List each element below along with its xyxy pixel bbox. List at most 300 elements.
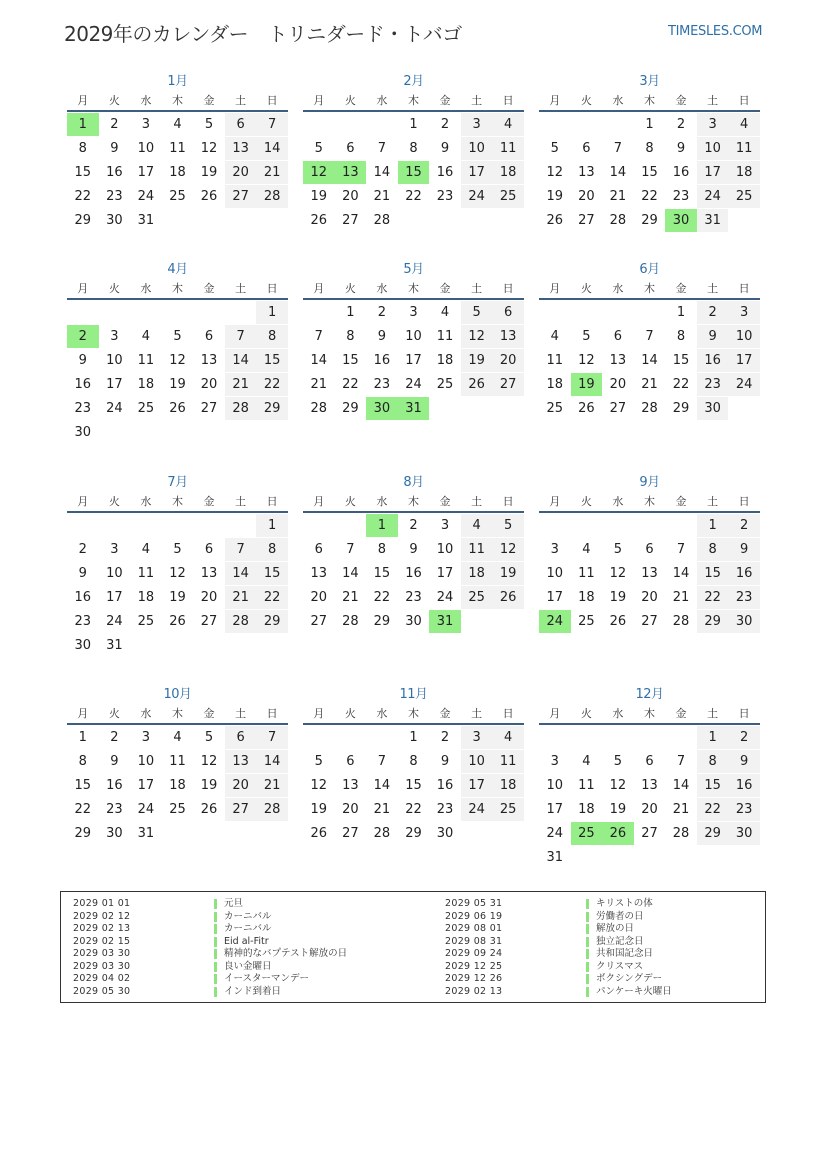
day-cell[interactable]: 1 <box>78 730 87 745</box>
day-cell[interactable]: 8 <box>256 325 288 348</box>
day-cell[interactable]: 8 <box>256 538 288 561</box>
day-cell[interactable]: 23 <box>74 401 92 416</box>
day-cell[interactable]: 31 <box>429 610 461 633</box>
day-cell[interactable]: 18 <box>578 802 595 817</box>
day-cell[interactable]: 6 <box>314 542 323 557</box>
day-cell[interactable]: 22 <box>672 377 690 392</box>
day-cell[interactable]: 2 <box>697 301 729 324</box>
day-cell[interactable]: 8 <box>697 538 729 561</box>
day-cell[interactable]: 25 <box>578 614 595 629</box>
day-cell[interactable]: 7 <box>314 329 323 344</box>
day-cell[interactable]: 3 <box>110 542 119 557</box>
day-cell[interactable]: 23 <box>106 189 123 204</box>
day-cell[interactable]: 16 <box>373 353 391 368</box>
day-cell[interactable]: 17 <box>546 590 564 605</box>
day-cell[interactable]: 22 <box>641 189 658 204</box>
day-cell[interactable]: 5 <box>492 514 524 537</box>
day-cell[interactable]: 24 <box>106 401 123 416</box>
day-cell[interactable]: 1 <box>256 514 288 537</box>
day-cell[interactable]: 2 <box>110 117 119 132</box>
day-cell[interactable]: 9 <box>409 542 418 557</box>
day-cell[interactable]: 13 <box>225 137 257 160</box>
day-cell[interactable]: 29 <box>74 826 92 841</box>
day-cell[interactable]: 18 <box>492 161 524 184</box>
day-cell[interactable]: 20 <box>641 802 658 817</box>
day-cell[interactable]: 26 <box>169 401 186 416</box>
day-cell[interactable]: 21 <box>373 189 391 204</box>
day-cell[interactable]: 5 <box>461 301 493 324</box>
day-cell[interactable]: 11 <box>169 141 186 156</box>
day-cell[interactable]: 20 <box>578 189 595 204</box>
day-cell[interactable]: 25 <box>137 614 155 629</box>
day-cell[interactable]: 6 <box>204 542 214 557</box>
day-cell[interactable]: 7 <box>225 325 257 348</box>
day-cell[interactable]: 26 <box>200 189 218 204</box>
day-cell[interactable]: 26 <box>461 373 493 396</box>
day-cell[interactable]: 20 <box>609 377 627 392</box>
day-cell[interactable]: 13 <box>641 778 658 793</box>
day-cell[interactable]: 14 <box>225 562 257 585</box>
day-cell[interactable]: 21 <box>672 590 690 605</box>
day-cell[interactable]: 8 <box>676 329 686 344</box>
day-cell[interactable]: 4 <box>141 329 151 344</box>
day-cell[interactable]: 28 <box>225 610 257 633</box>
day-cell[interactable]: 9 <box>110 141 119 156</box>
day-cell[interactable]: 29 <box>405 826 422 841</box>
day-cell[interactable]: 29 <box>342 401 359 416</box>
day-cell[interactable]: 28 <box>672 826 690 841</box>
day-cell[interactable]: 10 <box>106 566 123 581</box>
day-cell[interactable]: 5 <box>173 329 182 344</box>
day-cell[interactable]: 22 <box>697 798 729 821</box>
day-cell[interactable]: 3 <box>409 305 418 320</box>
day-cell[interactable]: 8 <box>409 754 418 769</box>
day-cell[interactable]: 17 <box>106 590 123 605</box>
day-cell[interactable]: 18 <box>137 377 155 392</box>
day-cell[interactable]: 25 <box>492 798 524 821</box>
day-cell[interactable]: 16 <box>74 590 92 605</box>
day-cell[interactable]: 3 <box>440 518 450 533</box>
day-cell[interactable]: 23 <box>405 590 422 605</box>
day-cell[interactable]: 11 <box>137 353 155 368</box>
day-cell[interactable]: 4 <box>440 305 450 320</box>
day-cell[interactable]: 26 <box>602 822 634 845</box>
day-cell[interactable]: 19 <box>200 165 218 180</box>
day-cell[interactable]: 12 <box>492 538 524 561</box>
day-cell[interactable]: 30 <box>366 397 398 420</box>
day-cell[interactable]: 22 <box>373 590 391 605</box>
day-cell[interactable]: 29 <box>697 822 729 845</box>
day-cell[interactable]: 4 <box>173 730 182 745</box>
day-cell[interactable]: 19 <box>169 377 186 392</box>
day-cell[interactable]: 23 <box>728 586 760 609</box>
day-cell[interactable]: 23 <box>728 798 760 821</box>
day-cell[interactable]: 9 <box>110 754 119 769</box>
day-cell[interactable]: 29 <box>641 213 658 228</box>
day-cell[interactable]: 12 <box>169 353 186 368</box>
day-cell[interactable]: 22 <box>405 802 422 817</box>
day-cell[interactable]: 11 <box>578 566 595 581</box>
day-cell[interactable]: 26 <box>546 213 564 228</box>
day-cell[interactable]: 9 <box>78 353 87 368</box>
day-cell[interactable]: 28 <box>342 614 359 629</box>
day-cell[interactable]: 21 <box>609 189 627 204</box>
day-cell[interactable]: 18 <box>728 161 760 184</box>
day-cell[interactable]: 15 <box>672 353 690 368</box>
day-cell[interactable]: 4 <box>492 113 524 136</box>
day-cell[interactable]: 12 <box>578 353 595 368</box>
day-cell[interactable]: 26 <box>492 586 524 609</box>
day-cell[interactable]: 12 <box>546 165 564 180</box>
day-cell[interactable]: 21 <box>641 377 658 392</box>
day-cell[interactable]: 15 <box>398 161 430 184</box>
day-cell[interactable]: 14 <box>256 137 288 160</box>
day-cell[interactable]: 7 <box>676 542 686 557</box>
day-cell[interactable]: 23 <box>672 189 690 204</box>
day-cell[interactable]: 5 <box>204 117 214 132</box>
day-cell[interactable]: 25 <box>169 189 186 204</box>
day-cell[interactable]: 3 <box>110 329 119 344</box>
day-cell[interactable]: 18 <box>461 562 493 585</box>
day-cell[interactable]: 20 <box>225 161 257 184</box>
day-cell[interactable]: 30 <box>697 397 729 420</box>
day-cell[interactable]: 13 <box>335 161 367 184</box>
day-cell[interactable]: 17 <box>405 353 422 368</box>
day-cell[interactable]: 16 <box>672 165 690 180</box>
day-cell[interactable]: 24 <box>697 185 729 208</box>
day-cell[interactable]: 2 <box>440 730 450 745</box>
day-cell[interactable]: 20 <box>200 377 218 392</box>
day-cell[interactable]: 4 <box>141 542 151 557</box>
day-cell[interactable]: 23 <box>697 373 729 396</box>
day-cell[interactable]: 19 <box>200 778 218 793</box>
day-cell[interactable]: 24 <box>539 610 571 633</box>
day-cell[interactable]: 21 <box>225 586 257 609</box>
day-cell[interactable]: 25 <box>169 802 186 817</box>
day-cell[interactable]: 18 <box>492 774 524 797</box>
day-cell[interactable]: 21 <box>373 802 391 817</box>
day-cell[interactable]: 3 <box>697 113 729 136</box>
day-cell[interactable]: 11 <box>137 566 155 581</box>
day-cell[interactable]: 30 <box>74 425 92 440</box>
day-cell[interactable]: 13 <box>641 566 658 581</box>
day-cell[interactable]: 10 <box>546 566 564 581</box>
day-cell[interactable]: 1 <box>409 730 418 745</box>
day-cell[interactable]: 25 <box>492 185 524 208</box>
day-cell[interactable]: 6 <box>613 329 623 344</box>
day-cell[interactable]: 23 <box>74 614 92 629</box>
day-cell[interactable]: 28 <box>256 185 288 208</box>
day-cell[interactable]: 16 <box>436 778 454 793</box>
day-cell[interactable]: 13 <box>492 325 524 348</box>
day-cell[interactable]: 9 <box>728 538 760 561</box>
day-cell[interactable]: 9 <box>78 566 87 581</box>
day-cell[interactable]: 14 <box>225 349 257 372</box>
day-cell[interactable]: 11 <box>492 750 524 773</box>
day-cell[interactable]: 14 <box>609 165 627 180</box>
day-cell[interactable]: 12 <box>609 778 627 793</box>
day-cell[interactable]: 24 <box>461 798 493 821</box>
day-cell[interactable]: 17 <box>436 566 454 581</box>
day-cell[interactable]: 28 <box>641 401 658 416</box>
day-cell[interactable]: 6 <box>346 754 355 769</box>
day-cell[interactable]: 14 <box>256 750 288 773</box>
day-cell[interactable]: 1 <box>697 514 729 537</box>
day-cell[interactable]: 7 <box>676 754 686 769</box>
day-cell[interactable]: 7 <box>256 113 288 136</box>
day-cell[interactable]: 28 <box>672 614 690 629</box>
day-cell[interactable]: 23 <box>373 377 391 392</box>
day-cell[interactable]: 26 <box>609 614 627 629</box>
day-cell[interactable]: 3 <box>728 301 760 324</box>
day-cell[interactable]: 27 <box>200 614 218 629</box>
day-cell[interactable]: 15 <box>641 165 658 180</box>
day-cell[interactable]: 27 <box>225 185 257 208</box>
day-cell[interactable]: 9 <box>440 754 450 769</box>
day-cell[interactable]: 27 <box>342 826 359 841</box>
day-cell[interactable]: 4 <box>173 117 182 132</box>
day-cell[interactable]: 29 <box>697 610 729 633</box>
day-cell[interactable]: 7 <box>256 726 288 749</box>
day-cell[interactable]: 18 <box>436 353 454 368</box>
day-cell[interactable]: 21 <box>310 377 328 392</box>
day-cell[interactable]: 14 <box>641 353 658 368</box>
day-cell[interactable]: 2 <box>78 542 87 557</box>
day-cell[interactable]: 19 <box>609 802 627 817</box>
day-cell[interactable]: 5 <box>204 730 214 745</box>
day-cell[interactable]: 20 <box>492 349 524 372</box>
day-cell[interactable]: 6 <box>225 726 257 749</box>
day-cell[interactable]: 20 <box>225 774 257 797</box>
day-cell[interactable]: 17 <box>728 349 760 372</box>
day-cell[interactable]: 1 <box>67 113 99 136</box>
day-cell[interactable]: 7 <box>645 329 654 344</box>
day-cell[interactable]: 15 <box>74 165 92 180</box>
day-cell[interactable]: 29 <box>672 401 690 416</box>
day-cell[interactable]: 4 <box>550 329 559 344</box>
day-cell[interactable]: 26 <box>200 802 218 817</box>
day-cell[interactable]: 21 <box>342 590 359 605</box>
day-cell[interactable]: 15 <box>256 562 288 585</box>
day-cell[interactable]: 5 <box>613 754 623 769</box>
day-cell[interactable]: 2 <box>67 325 99 348</box>
day-cell[interactable]: 24 <box>137 802 155 817</box>
day-cell[interactable]: 30 <box>436 826 454 841</box>
day-cell[interactable]: 15 <box>405 778 422 793</box>
day-cell[interactable]: 16 <box>697 349 729 372</box>
day-cell[interactable]: 4 <box>492 726 524 749</box>
day-cell[interactable]: 26 <box>310 826 328 841</box>
day-cell[interactable]: 12 <box>609 566 627 581</box>
day-cell[interactable]: 28 <box>373 213 391 228</box>
day-cell[interactable]: 23 <box>436 189 454 204</box>
day-cell[interactable]: 5 <box>314 141 323 156</box>
day-cell[interactable]: 11 <box>492 137 524 160</box>
day-cell[interactable]: 27 <box>200 401 218 416</box>
day-cell[interactable]: 24 <box>546 826 564 841</box>
day-cell[interactable]: 17 <box>461 774 493 797</box>
day-cell[interactable]: 2 <box>728 514 760 537</box>
day-cell[interactable]: 16 <box>74 377 92 392</box>
day-cell[interactable]: 28 <box>256 798 288 821</box>
day-cell[interactable]: 14 <box>373 778 391 793</box>
day-cell[interactable]: 17 <box>137 778 155 793</box>
day-cell[interactable]: 5 <box>173 542 182 557</box>
day-cell[interactable]: 1 <box>256 301 288 324</box>
day-cell[interactable]: 9 <box>676 141 686 156</box>
day-cell[interactable]: 29 <box>256 397 288 420</box>
day-cell[interactable]: 3 <box>141 117 151 132</box>
day-cell[interactable]: 30 <box>106 213 123 228</box>
day-cell[interactable]: 24 <box>728 373 760 396</box>
day-cell[interactable]: 9 <box>697 325 729 348</box>
day-cell[interactable]: 1 <box>676 305 686 320</box>
day-cell[interactable]: 10 <box>461 750 493 773</box>
day-cell[interactable]: 27 <box>641 826 658 841</box>
day-cell[interactable]: 19 <box>310 802 328 817</box>
day-cell[interactable]: 17 <box>137 165 155 180</box>
day-cell[interactable]: 16 <box>106 165 123 180</box>
day-cell[interactable]: 19 <box>609 590 627 605</box>
day-cell[interactable]: 15 <box>373 566 391 581</box>
day-cell[interactable]: 1 <box>366 514 398 537</box>
day-cell[interactable]: 20 <box>342 189 359 204</box>
day-cell[interactable]: 1 <box>645 117 654 132</box>
day-cell[interactable]: 29 <box>74 213 92 228</box>
day-cell[interactable]: 2 <box>440 117 450 132</box>
day-cell[interactable]: 26 <box>169 614 186 629</box>
day-cell[interactable]: 18 <box>169 778 186 793</box>
day-cell[interactable]: 7 <box>346 542 355 557</box>
day-cell[interactable]: 8 <box>377 542 387 557</box>
day-cell[interactable]: 6 <box>645 542 654 557</box>
day-cell[interactable]: 3 <box>550 754 559 769</box>
day-cell[interactable]: 23 <box>106 802 123 817</box>
day-cell[interactable]: 13 <box>609 353 627 368</box>
day-cell[interactable]: 12 <box>461 325 493 348</box>
day-cell[interactable]: 9 <box>377 329 387 344</box>
day-cell[interactable]: 16 <box>106 778 123 793</box>
day-cell[interactable]: 25 <box>728 185 760 208</box>
day-cell[interactable]: 31 <box>137 826 155 841</box>
day-cell[interactable]: 27 <box>609 401 627 416</box>
day-cell[interactable]: 18 <box>546 377 564 392</box>
day-cell[interactable]: 10 <box>461 137 493 160</box>
day-cell[interactable]: 20 <box>310 590 328 605</box>
day-cell[interactable]: 28 <box>373 826 391 841</box>
day-cell[interactable]: 11 <box>728 137 760 160</box>
day-cell[interactable]: 6 <box>645 754 654 769</box>
day-cell[interactable]: 6 <box>225 113 257 136</box>
day-cell[interactable]: 10 <box>137 754 155 769</box>
day-cell[interactable]: 30 <box>106 826 123 841</box>
day-cell[interactable]: 4 <box>582 754 591 769</box>
day-cell[interactable]: 22 <box>405 189 422 204</box>
day-cell[interactable]: 20 <box>342 802 359 817</box>
day-cell[interactable]: 22 <box>256 586 288 609</box>
day-cell[interactable]: 2 <box>676 117 686 132</box>
day-cell[interactable]: 27 <box>310 614 328 629</box>
day-cell[interactable]: 22 <box>342 377 359 392</box>
day-cell[interactable]: 29 <box>373 614 391 629</box>
day-cell[interactable]: 2 <box>110 730 119 745</box>
day-cell[interactable]: 10 <box>106 353 123 368</box>
day-cell[interactable]: 24 <box>405 377 422 392</box>
day-cell[interactable]: 14 <box>342 566 359 581</box>
day-cell[interactable]: 2 <box>728 726 760 749</box>
day-cell[interactable]: 19 <box>571 373 603 396</box>
day-cell[interactable]: 20 <box>200 590 218 605</box>
day-cell[interactable]: 9 <box>728 750 760 773</box>
day-cell[interactable]: 21 <box>256 774 288 797</box>
day-cell[interactable]: 12 <box>200 141 218 156</box>
day-cell[interactable]: 14 <box>672 778 690 793</box>
day-cell[interactable]: 27 <box>492 373 524 396</box>
day-cell[interactable]: 17 <box>106 377 123 392</box>
day-cell[interactable]: 21 <box>256 161 288 184</box>
day-cell[interactable]: 11 <box>169 754 186 769</box>
day-cell[interactable]: 31 <box>398 397 430 420</box>
day-cell[interactable]: 2 <box>377 305 387 320</box>
day-cell[interactable]: 13 <box>200 566 218 581</box>
day-cell[interactable]: 28 <box>225 397 257 420</box>
day-cell[interactable]: 25 <box>461 586 493 609</box>
day-cell[interactable]: 10 <box>697 137 729 160</box>
day-cell[interactable]: 9 <box>440 141 450 156</box>
day-cell[interactable]: 4 <box>728 113 760 136</box>
brand-logo[interactable]: TIMESLES.COM <box>668 24 763 39</box>
day-cell[interactable]: 10 <box>436 542 454 557</box>
day-cell[interactable]: 31 <box>137 213 155 228</box>
day-cell[interactable]: 21 <box>225 373 257 396</box>
day-cell[interactable]: 3 <box>461 113 493 136</box>
day-cell[interactable]: 24 <box>137 189 155 204</box>
day-cell[interactable]: 15 <box>342 353 359 368</box>
day-cell[interactable]: 3 <box>461 726 493 749</box>
day-cell[interactable]: 25 <box>137 401 155 416</box>
day-cell[interactable]: 4 <box>461 514 493 537</box>
day-cell[interactable]: 5 <box>613 542 623 557</box>
day-cell[interactable]: 26 <box>578 401 595 416</box>
day-cell[interactable]: 11 <box>578 778 595 793</box>
day-cell[interactable]: 4 <box>582 542 591 557</box>
day-cell[interactable]: 25 <box>571 822 603 845</box>
day-cell[interactable]: 5 <box>550 141 559 156</box>
day-cell[interactable]: 24 <box>106 614 123 629</box>
day-cell[interactable]: 30 <box>74 638 92 653</box>
day-cell[interactable]: 22 <box>74 189 92 204</box>
day-cell[interactable]: 5 <box>582 329 591 344</box>
day-cell[interactable]: 12 <box>200 754 218 769</box>
day-cell[interactable]: 15 <box>697 562 729 585</box>
day-cell[interactable]: 7 <box>377 754 387 769</box>
day-cell[interactable]: 13 <box>310 566 328 581</box>
day-cell[interactable]: 31 <box>106 638 123 653</box>
day-cell[interactable]: 17 <box>546 802 564 817</box>
day-cell[interactable]: 30 <box>405 614 422 629</box>
day-cell[interactable]: 18 <box>578 590 595 605</box>
day-cell[interactable]: 8 <box>409 141 418 156</box>
day-cell[interactable]: 14 <box>672 566 690 581</box>
day-cell[interactable]: 30 <box>728 822 760 845</box>
day-cell[interactable]: 5 <box>314 754 323 769</box>
day-cell[interactable]: 28 <box>609 213 627 228</box>
day-cell[interactable]: 13 <box>578 165 595 180</box>
day-cell[interactable]: 11 <box>436 329 454 344</box>
day-cell[interactable]: 10 <box>137 141 155 156</box>
day-cell[interactable]: 12 <box>310 778 328 793</box>
day-cell[interactable]: 30 <box>665 209 697 232</box>
